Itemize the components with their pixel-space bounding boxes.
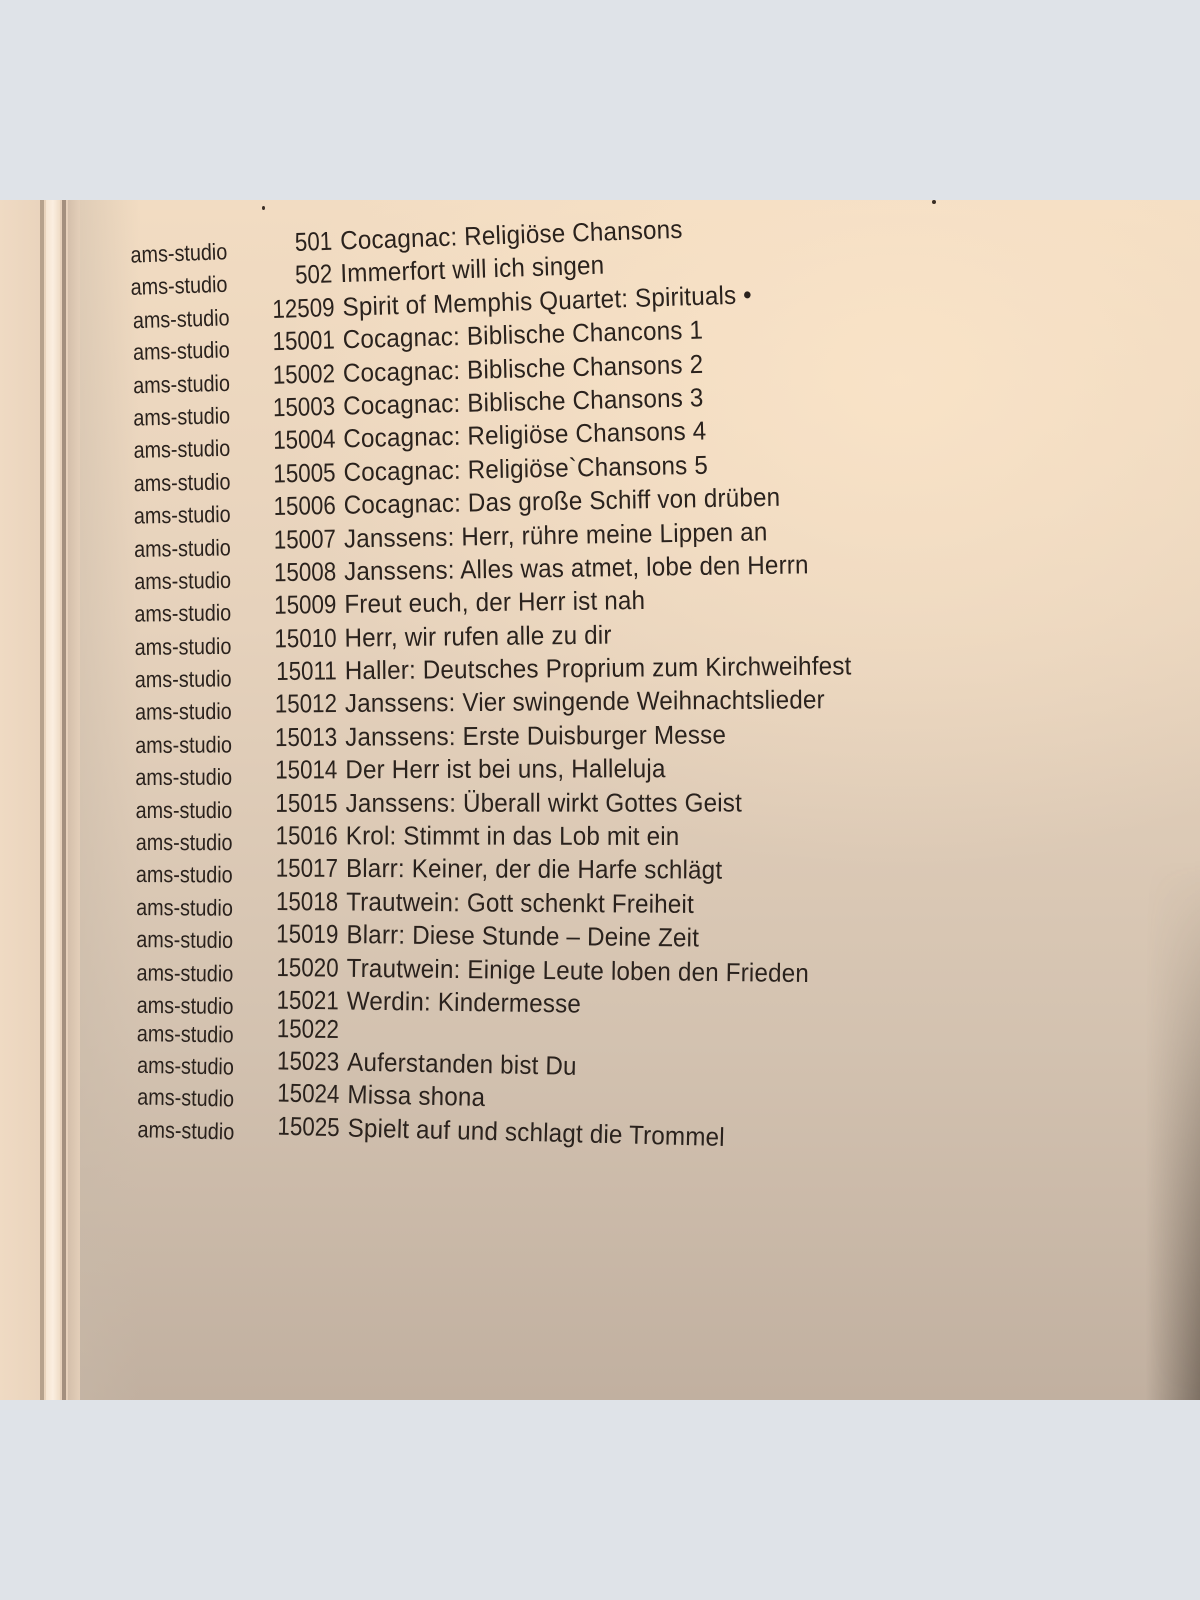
release-title: Janssens: Alles was atmet, lobe den Herrn	[343, 549, 809, 587]
record-label: ams-studio	[133, 533, 232, 562]
catalog-number: 15018	[275, 885, 339, 917]
catalog-number: 502	[294, 258, 333, 290]
catalog-entry	[135, 718, 890, 756]
record-label: ams-studio	[134, 665, 232, 693]
record-label: ams-studio	[134, 698, 232, 726]
release-title: Missa shona	[347, 1079, 486, 1113]
record-label: ams-studio	[137, 1083, 235, 1112]
release-title: Spirit of Memphis Quartet: Spirituals •	[342, 279, 753, 322]
catalog-number: 15005	[273, 456, 336, 489]
record-label: ams-studio	[136, 991, 234, 1019]
release-title: Blarr: Keiner, der die Harfe schlägt	[345, 853, 723, 886]
release-title: Auferstanden bist Du	[346, 1046, 577, 1081]
catalog-number: 15003	[272, 390, 336, 423]
catalog-number: 15002	[272, 357, 336, 390]
record-label: ams-studio	[130, 238, 228, 268]
record-label: ams-studio	[135, 731, 233, 758]
catalog-number: 15008	[273, 556, 337, 588]
release-title: Herr, wir rufen alle zu dir	[344, 619, 612, 653]
release-title: Cocagnac: Biblische Chansons 2	[342, 348, 704, 388]
release-title: Der Herr ist bei uns, Halleluja	[345, 753, 666, 785]
record-label: ams-studio	[134, 599, 232, 627]
release-title: Cocagnac: Biblische Chancons 1	[342, 314, 704, 355]
catalog-number: 15006	[273, 490, 336, 522]
release-title: Cocagnac: Religiöse Chansons	[339, 213, 684, 256]
catalog-number: 15020	[276, 951, 339, 983]
catalog-number: 15015	[275, 787, 338, 818]
release-title: Krol: Stimmt in das Lob mit ein	[345, 820, 680, 852]
letterbox-top	[0, 0, 1200, 200]
catalog-entry	[136, 820, 891, 855]
page	[80, 200, 1200, 1400]
release-title: Cocagnac: Religiöse`Chansons 5	[343, 449, 709, 487]
record-label: ams-studio	[136, 926, 234, 954]
record-label: ams-studio	[130, 271, 228, 301]
record-label: ams-studio	[137, 1115, 235, 1145]
catalog-number: 15024	[276, 1077, 340, 1110]
spine-line	[62, 200, 66, 1400]
book-spine	[0, 200, 80, 1400]
catalog-number: 15019	[276, 918, 339, 950]
catalog-number: 15011	[276, 655, 337, 687]
record-label: ams-studio	[133, 435, 231, 464]
release-title: Freut euch, der Herr ist nah	[344, 585, 646, 620]
release-title: Immerfort will ich singen	[339, 250, 605, 289]
letterbox-bottom	[0, 1400, 1200, 1600]
catalog-entry	[136, 852, 891, 889]
catalog-number: 15007	[273, 523, 337, 555]
record-label: ams-studio	[134, 632, 232, 660]
catalog-number: 15023	[276, 1045, 340, 1077]
record-label: ams-studio	[135, 763, 233, 791]
record-label: ams-studio	[136, 1020, 234, 1048]
catalog-entry	[136, 787, 891, 821]
catalog-number: 15022	[276, 1013, 340, 1045]
spine-shadow	[68, 200, 80, 1400]
release-title: Janssens: Überall wirkt Gottes Geist	[345, 787, 742, 818]
paper-speck	[262, 206, 265, 210]
catalog-number: 15004	[272, 423, 336, 456]
record-label: ams-studio	[136, 1051, 235, 1080]
spine-highlight	[46, 200, 60, 1400]
release-title: Janssens: Herr, rühre meine Lippen an	[343, 515, 768, 553]
catalog-number: 15021	[276, 984, 339, 1016]
release-title: Werdin: Kindermesse	[346, 985, 582, 1019]
record-label: ams-studio	[133, 468, 231, 496]
catalog-number: 15010	[274, 622, 337, 654]
record-label: ams-studio	[136, 893, 233, 921]
catalog-number: 15016	[275, 820, 338, 851]
record-label: ams-studio	[134, 566, 232, 595]
catalog-number: 501	[294, 225, 333, 257]
release-title: Haller: Deutsches Proprium zum Kirchweihfest	[344, 650, 852, 686]
catalog-number: 15013	[274, 721, 338, 752]
record-label: ams-studio	[136, 958, 234, 987]
release-title: Cocagnac: Biblische Chansons 3	[342, 382, 704, 421]
catalog-page-photo	[0, 200, 1200, 1400]
release-title: Blarr: Diese Stunde – Deine Zeit	[346, 919, 700, 953]
record-label: ams-studio	[135, 829, 233, 856]
release-title: Trautwein: Einige Leute loben den Frieden	[346, 952, 810, 988]
release-title: Janssens: Erste Duisburger Messe	[345, 719, 727, 752]
spine-line	[40, 200, 44, 1400]
record-label: ams-studio	[133, 402, 231, 431]
catalog-entry	[134, 684, 890, 726]
catalog-number: 15012	[274, 688, 338, 720]
release-title: Janssens: Vier swingende Weihnachtslieder	[344, 684, 825, 719]
catalog-number: 15009	[273, 589, 337, 621]
release-title: Cocagnac: Religiöse Chansons 4	[342, 415, 707, 454]
catalog-number: 15017	[275, 853, 339, 884]
record-label: ams-studio	[135, 796, 233, 823]
release-title: Cocagnac: Das große Schiff von drüben	[343, 481, 781, 520]
catalog-number: 15014	[275, 754, 338, 785]
catalog-entry	[135, 753, 890, 789]
record-label: ams-studio	[132, 304, 230, 333]
record-label: ams-studio	[132, 336, 231, 366]
catalog-number: 12509	[271, 291, 335, 324]
catalog-number: 15001	[272, 324, 336, 357]
release-title: Trautwein: Gott schenkt Freiheit	[346, 886, 695, 919]
catalog-number: 15025	[277, 1110, 341, 1142]
paper-speck	[932, 200, 936, 204]
release-title: Spielt auf und schlagt die Trommel	[347, 1112, 726, 1152]
record-label: ams-studio	[132, 369, 231, 398]
record-label: ams-studio	[133, 500, 231, 529]
catalog-list	[130, 213, 893, 1152]
record-label: ams-studio	[135, 861, 233, 888]
